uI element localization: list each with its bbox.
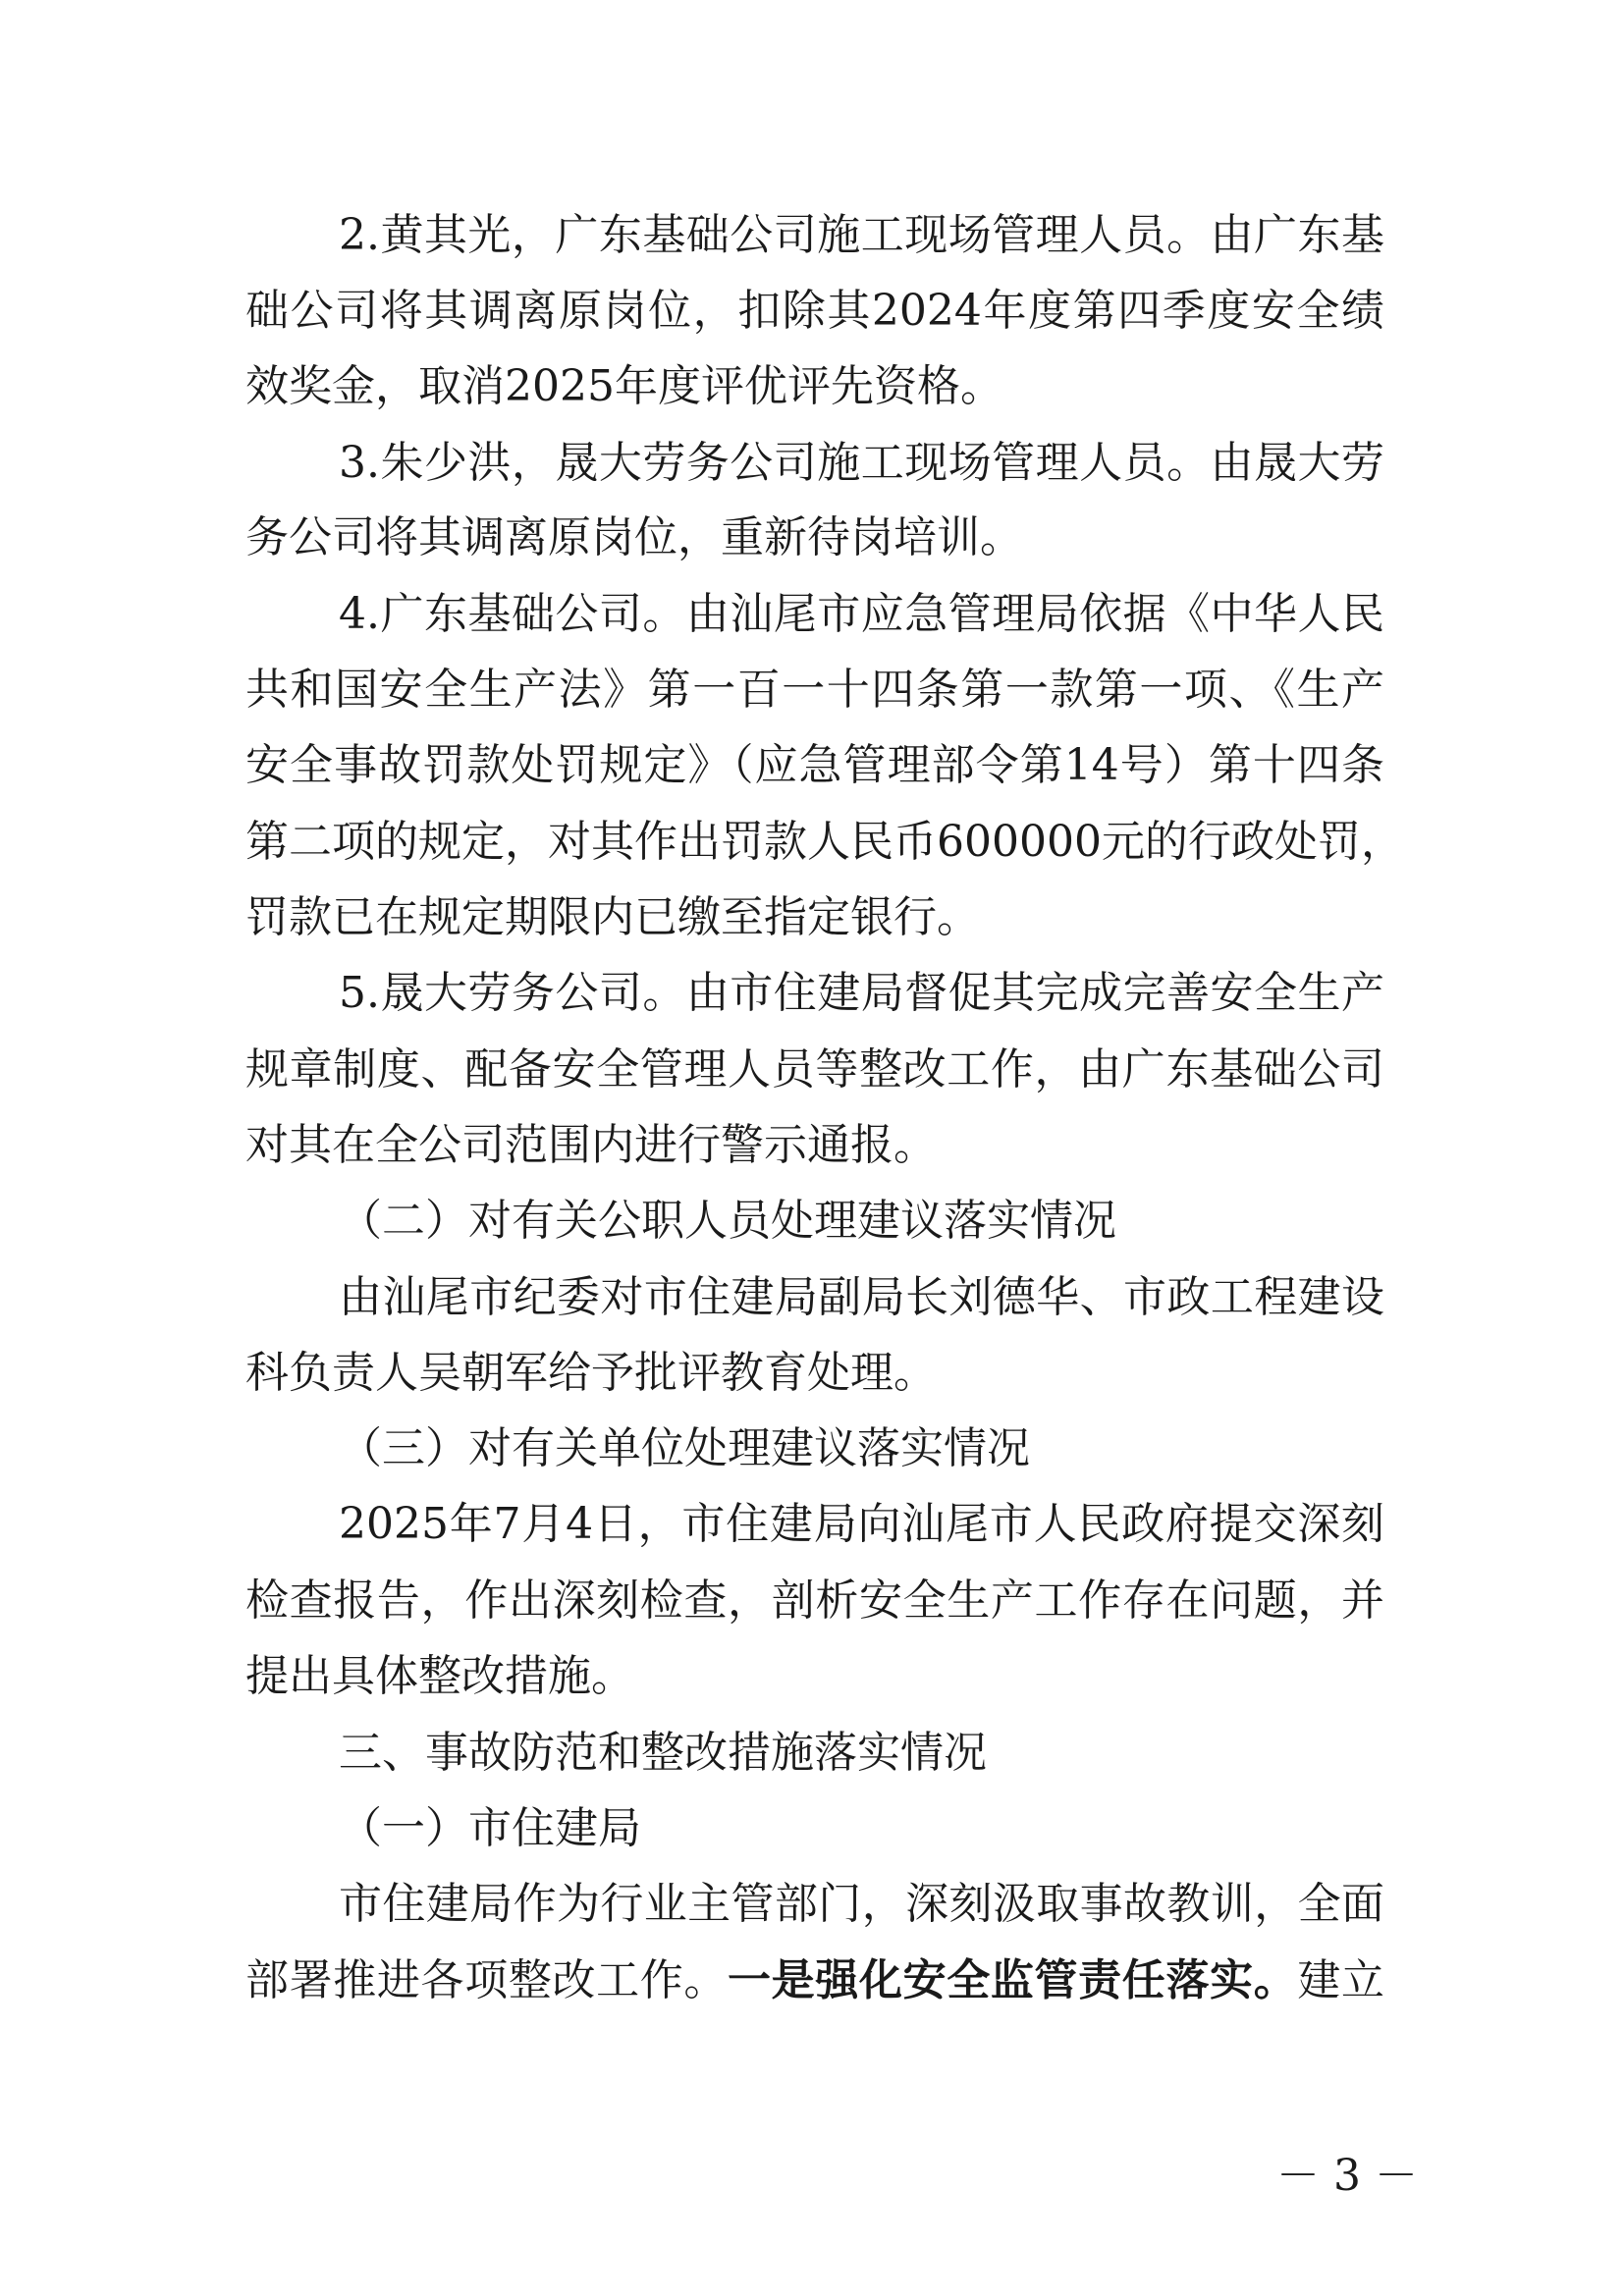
section-heading: 三、事故防范和整改措施落实情况 xyxy=(339,1728,987,1778)
text-line: 务公司将其调离原岗位，重新待岗培训。 xyxy=(245,512,1023,562)
text-line: 对其在全公司范围内进行警示通报。 xyxy=(245,1120,937,1170)
text-line: 共和国安全生产法》第一百一十四条第一款第一项、《生产 xyxy=(245,665,1384,715)
text-line: 效奖金，取消2025年度评优评先资格。 xyxy=(245,361,1003,411)
text-line: 3.朱少洪，晟大劳务公司施工现场管理人员。由晟大劳 xyxy=(339,438,1384,488)
text-line: 由汕尾市纪委对市住建局副局长刘德华、市政工程建设 xyxy=(339,1272,1384,1322)
text-span: 建立 xyxy=(1297,1955,1385,2005)
text-line: 科负责人吴朝军给予批评教育处理。 xyxy=(245,1348,937,1398)
text-line: 安全事故罚款处罚规定》（应急管理部令第14号）第十四条 xyxy=(245,740,1384,790)
text-line: 规章制度、配备安全管理人员等整改工作，由广东基础公司 xyxy=(245,1044,1384,1095)
text-line: 5.晟大劳务公司。由市住建局督促其完成完善安全生产 xyxy=(339,968,1384,1018)
section-subheading: （二）对有关公职人员处理建议落实情况 xyxy=(339,1196,1116,1246)
text-line: 检查报告，作出深刻检查，剖析安全生产工作存在问题，并 xyxy=(245,1575,1384,1626)
text-line: 罚款已在规定期限内已缴至指定银行。 xyxy=(245,892,980,942)
bold-emphasis: 一是强化安全监管责任落实。 xyxy=(728,1955,1298,2005)
page-number: － 3 － xyxy=(1276,2151,1418,2201)
text-span: 部署推进各项整改工作。 xyxy=(245,1955,729,2005)
section-subheading: （三）对有关单位处理建议落实情况 xyxy=(339,1423,1030,1473)
text-line-mixed xyxy=(245,1955,1385,2005)
section-subheading: （一）市住建局 xyxy=(339,1803,641,1853)
text-line: 市住建局作为行业主管部门，深刻汲取事故教训，全面 xyxy=(339,1879,1384,1929)
text-line: 提出具体整改措施。 xyxy=(245,1651,634,1701)
text-line: 第二项的规定，对其作出罚款人民币600000元的行政处罚， xyxy=(245,817,1404,867)
text-line: 4.广东基础公司。由汕尾市应急管理局依据《中华人民 xyxy=(339,589,1384,639)
text-line: 2.黄其光，广东基础公司施工现场管理人员。由广东基 xyxy=(339,210,1384,260)
text-line: 2025年7月4日，市住建局向汕尾市人民政府提交深刻 xyxy=(339,1499,1384,1549)
text-line: 础公司将其调离原岗位，扣除其2024年度第四季度安全绩 xyxy=(245,286,1384,336)
